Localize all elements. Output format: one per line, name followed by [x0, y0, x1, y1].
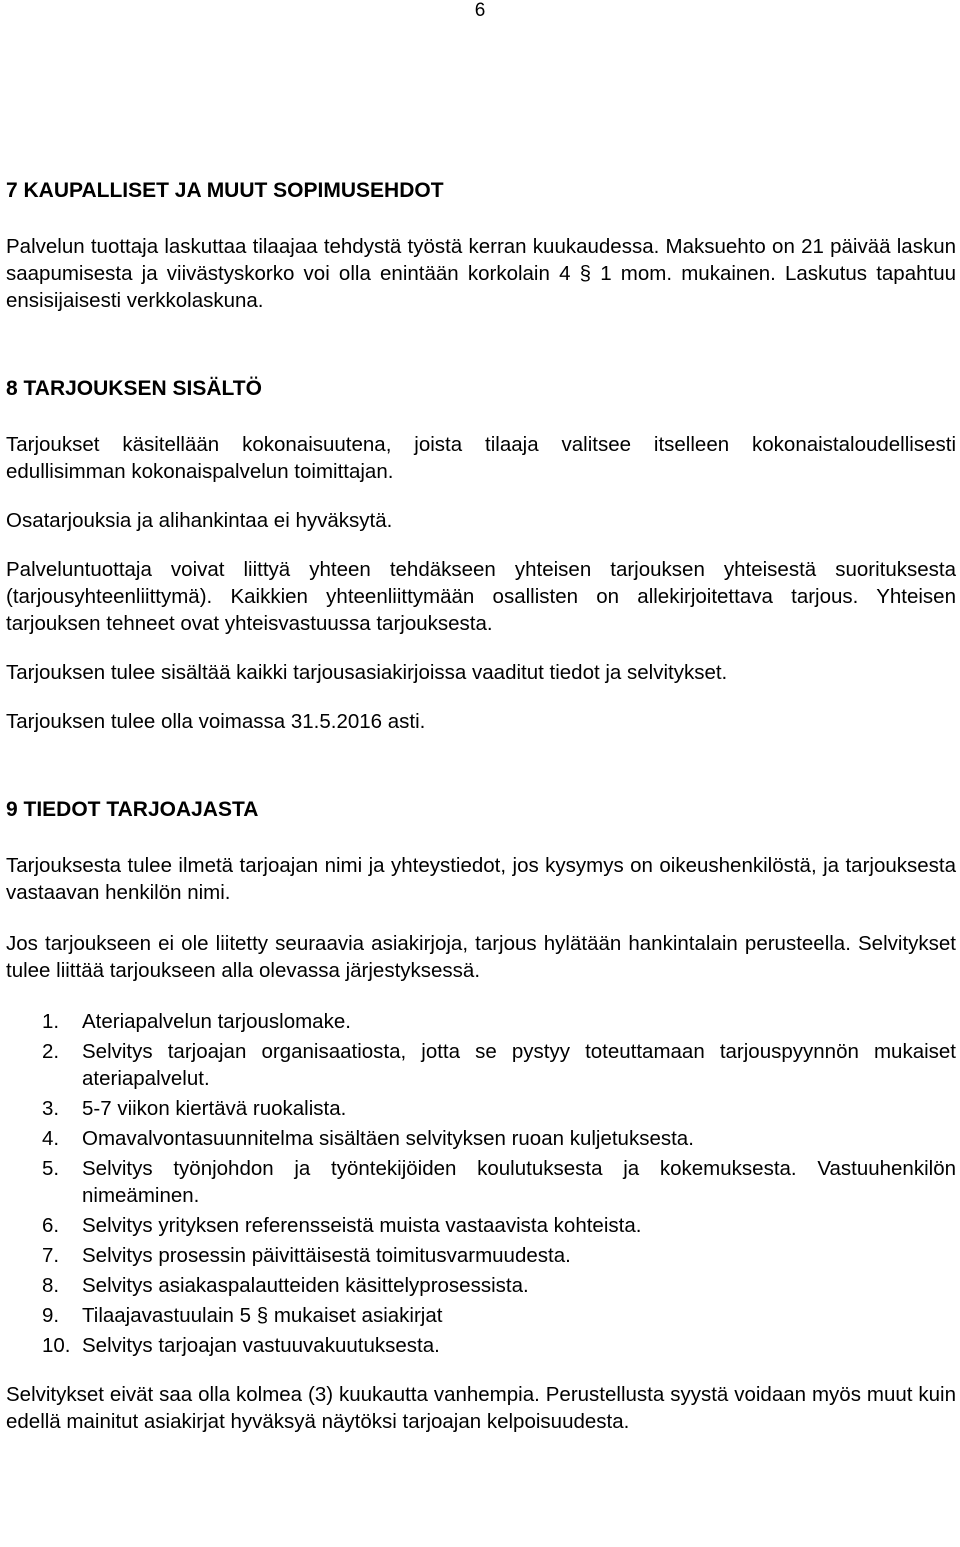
list-item [42, 1332, 956, 1359]
list-item-text: Ateriapalvelun tarjouslomake. [82, 1010, 351, 1033]
list-item-number: 1. [42, 1010, 60, 1033]
list-item [42, 1212, 956, 1239]
list-item [42, 1125, 956, 1152]
section-7-paragraph: Palvelun tuottaja laskuttaa tilaajaa tehdystä työstä kerran kuukaudessa. Maksuehto on 21 päivää laskun saapumisesta ja viivästyskorko voi olla enintään korkolain 4 § 1 mom. mukainen. Laskutus tapahtuu ensisijaisesti verkkolaskuna. [6, 235, 956, 312]
list-item-number: 8. [42, 1274, 60, 1297]
list-item-text: Selvitys tarjoajan vastuuvakuutuksesta. [82, 1334, 440, 1357]
list-item-number: 2. [42, 1040, 60, 1063]
list-item [42, 1038, 956, 1092]
section-8-heading: 8 TARJOUKSEN SISÄLTÖ [6, 377, 262, 400]
list-item-text: Selvitys prosessin päivittäisestä toimitusvarmuudesta. [82, 1244, 571, 1267]
list-item-number: 3. [42, 1097, 60, 1120]
list-item-text: Selvitys työnjohdon ja työntekijöiden koulutuksesta ja kokemuksesta. Vastuuhenkilön nimeäminen. [82, 1157, 956, 1207]
list-item-text: Selvitys yrityksen referensseistä muista vastaavista kohteista. [82, 1214, 642, 1237]
section-8-paragraph-1: Tarjoukset käsitellään kokonaisuutena, joista tilaaja valitsee itselleen kokonaistaloudellisesti edullisimman kokonaispalvelun toimittajan. [6, 433, 956, 483]
section-8-paragraph-4: Tarjouksen tulee sisältää kaikki tarjousasiakirjoissa vaaditut tiedot ja selvitykset. [6, 661, 728, 684]
list-item [42, 1242, 956, 1269]
section-8-paragraph-5: Tarjouksen tulee olla voimassa 31.5.2016 asti. [6, 710, 426, 733]
section-9-closing-paragraph: Selvitykset eivät saa olla kolmea (3) kuukautta vanhempia. Perustellusta syystä voidaan myös muut kuin edellä mainitut asiakirjat hyväksyä näytöksi tarjoajan kelpoisuudesta. [6, 1383, 956, 1433]
section-9-paragraph-2: Jos tarjoukseen ei ole liitetty seuraavia asiakirjoja, tarjous hylätään hankintalain perusteella. Selvitykset tulee liittää tarjoukseen alla olevassa järjestyksessä. [6, 932, 956, 982]
list-item-number: 9. [42, 1304, 60, 1327]
list-item-text: Selvitys tarjoajan organisaatiosta, jotta se pystyy toteuttamaan tarjouspyynnön mukaiset ateriapalvelut. [82, 1040, 956, 1090]
list-item [42, 1008, 956, 1035]
list-item-number: 4. [42, 1127, 60, 1150]
list-item [42, 1155, 956, 1209]
section-9-paragraph-1: Tarjouksesta tulee ilmetä tarjoajan nimi ja yhteystiedot, jos kysymys on oikeushenkilöstä, ja tarjouksesta vastaavan henkilön nimi. [6, 854, 956, 904]
list-item-number: 5. [42, 1157, 60, 1180]
list-item-text: Tilaajavastuulain 5 § mukaiset asiakirjat [82, 1304, 443, 1327]
page-number: 6 [474, 0, 486, 21]
list-item-number: 10. [42, 1334, 71, 1357]
section-9-heading: 9 TIEDOT TARJOAJASTA [6, 798, 259, 821]
list-item-text: Omavalvontasuunnitelma sisältäen selvityksen ruoan kuljetuksesta. [82, 1127, 694, 1150]
required-documents-list [6, 1008, 956, 1359]
section-8-paragraph-2: Osatarjouksia ja alihankintaa ei hyväksytä. [6, 509, 393, 532]
list-item [42, 1302, 956, 1329]
list-item-number: 6. [42, 1214, 60, 1237]
list-item [42, 1095, 956, 1122]
list-item-text: 5-7 viikon kiertävä ruokalista. [82, 1097, 347, 1120]
list-item [42, 1272, 956, 1299]
section-7-heading: 7 KAUPALLISET JA MUUT SOPIMUSEHDOT [6, 179, 444, 202]
list-item-number: 7. [42, 1244, 60, 1267]
section-8-paragraph-3: Palveluntuottaja voivat liittyä yhteen tehdäkseen yhteisen tarjouksen yhteisestä suorituksesta (tarjousyhteenliittymä). Kaikkien yhteenliittymään osallisten on allekirjoitettava tarjous. Yhteisen tarjouksen tehneet ovat yhteisvastuussa tarjouksesta. [6, 558, 956, 635]
document-body [6, 176, 956, 1435]
list-item-text: Selvitys asiakaspalautteiden käsittelyprosessista. [82, 1274, 529, 1297]
